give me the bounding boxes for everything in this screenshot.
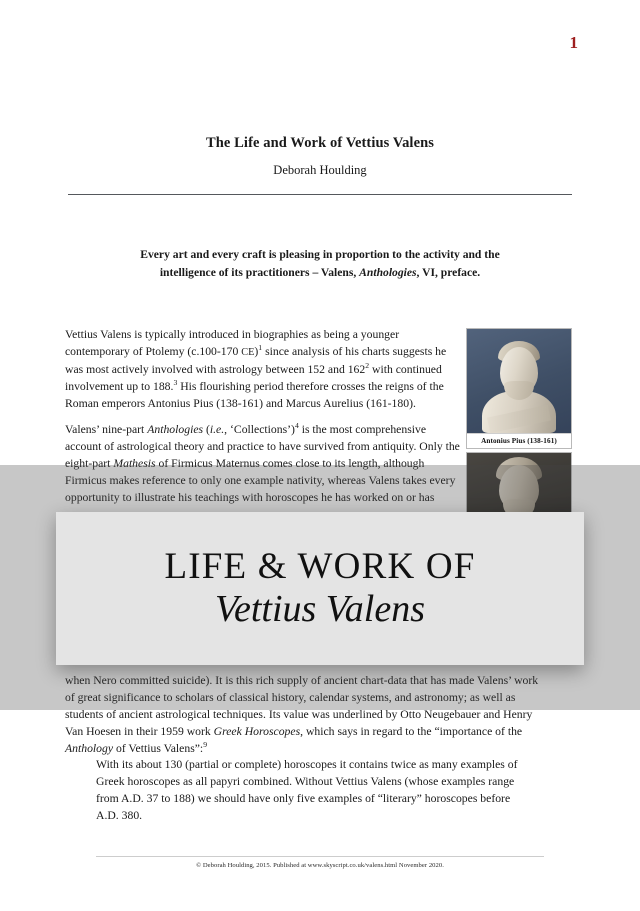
document-header — [68, 134, 572, 178]
page-title: The Life and Work of Vettius Valens — [205, 135, 435, 151]
p2-title-anthologies: Anthologies — [147, 423, 204, 437]
overlay-heading-line-1: LIFE & WORK OF — [164, 546, 476, 587]
figure-caption: Antonius Pius (138-161) — [467, 433, 571, 448]
epigraph-line-2-post: , VI, preface. — [416, 265, 481, 279]
epigraph — [108, 246, 532, 281]
epigraph-line-1: Every art and every craft is pleasing in proportion to the activity and the — [140, 248, 500, 261]
p3-title-anthology: Anthology — [65, 742, 114, 756]
overlay-title-card — [56, 512, 584, 665]
p1-smallcaps-ce: CE — [241, 347, 255, 359]
paragraph-1 — [65, 326, 460, 412]
bust-image-antoninus-pius — [467, 329, 571, 433]
marble-bust-icon — [476, 337, 562, 433]
p1-seg1: Vettius Valens is typically introduced in biographies as being a younger contemporary of Ptolemy (c.100-170 — [65, 328, 400, 359]
p2-seg2: ( — [203, 423, 210, 437]
block-quote-text: With its about 130 (partial or complete) horoscopes it contains twice as many examples of Greek horoscopes as all papyri combined. Without Vettius Valens (whose examples range from A.D. 37 to 188) we should have only five examples of “literary” horoscopes before A.D. 380. — [96, 758, 518, 822]
p2-ie: i.e. — [209, 423, 225, 437]
p2-seg4: is the most comprehensive account of astrological theory and practice to have survived from antiquity. Only the eight-part — [65, 423, 460, 471]
p1-seg3: since analysis of his charts suggests he was most actively involved with astrology between 152 and 162 — [65, 345, 447, 376]
figure-antoninus-pius — [466, 328, 572, 449]
footnote-marker-3: 3 — [173, 378, 178, 388]
p2-seg5: of Firmicus Maternus comes close to its length, although Firmicus makes reference to only one example nativity, whereas Valens takes every opportunity to illustrate his teachings with horoscopes he has worked on or has — [65, 457, 456, 505]
footer-copyright: © Deborah Houlding, 2015. Published at www.skyscript.co.uk/valens.html November 2020. — [196, 862, 444, 869]
p1-seg5: His flourishing period therefore crosses the reigns of the Roman emperors Antonius Pius (138-161) and Marcus Aurelius (161-180). — [65, 380, 444, 411]
p2-seg3: , ‘Collections’) — [224, 423, 295, 437]
p1-seg2: ) — [254, 345, 259, 359]
p1-seg4: with continued involvement up to 188. — [65, 362, 442, 393]
footnote-marker-2: 2 — [365, 361, 370, 371]
p2-seg1: Valens’ nine-part — [65, 423, 148, 437]
author-name: Deborah Houlding — [273, 162, 367, 177]
p3-title-greek-horoscopes: Greek Horoscopes — [213, 725, 301, 739]
footer-divider — [96, 856, 544, 857]
epigraph-line-2-pre: intelligence of its practitioners – Valens, — [159, 265, 360, 279]
p2-title-mathesis: Mathesis — [113, 457, 156, 471]
block-quote — [96, 757, 530, 825]
p3-seg2: , which says in regard to the “importance of the — [300, 725, 523, 739]
epigraph-work-title: Anthologies — [359, 265, 417, 279]
footnote-marker-9: 9 — [203, 740, 208, 750]
p3-seg1: when Nero committed suicide). It is this rich supply of ancient chart-data that has made Valens’ work of great significance to scholars of classical history, calendar systems, and astronomy; as well as students of ancient astrological techniques. Its value was underlined by Otto Neugebauer and Henry Van Hoesen in their 1959 work — [65, 674, 539, 739]
footnote-marker-4: 4 — [294, 421, 299, 431]
page-number: 1 — [569, 33, 578, 52]
header-divider — [68, 194, 572, 195]
overlay-heading-line-2: Vettius Valens — [214, 587, 426, 630]
p3-seg3: of Vettius Valens”: — [113, 742, 204, 756]
footnote-marker-1: 1 — [258, 343, 263, 353]
